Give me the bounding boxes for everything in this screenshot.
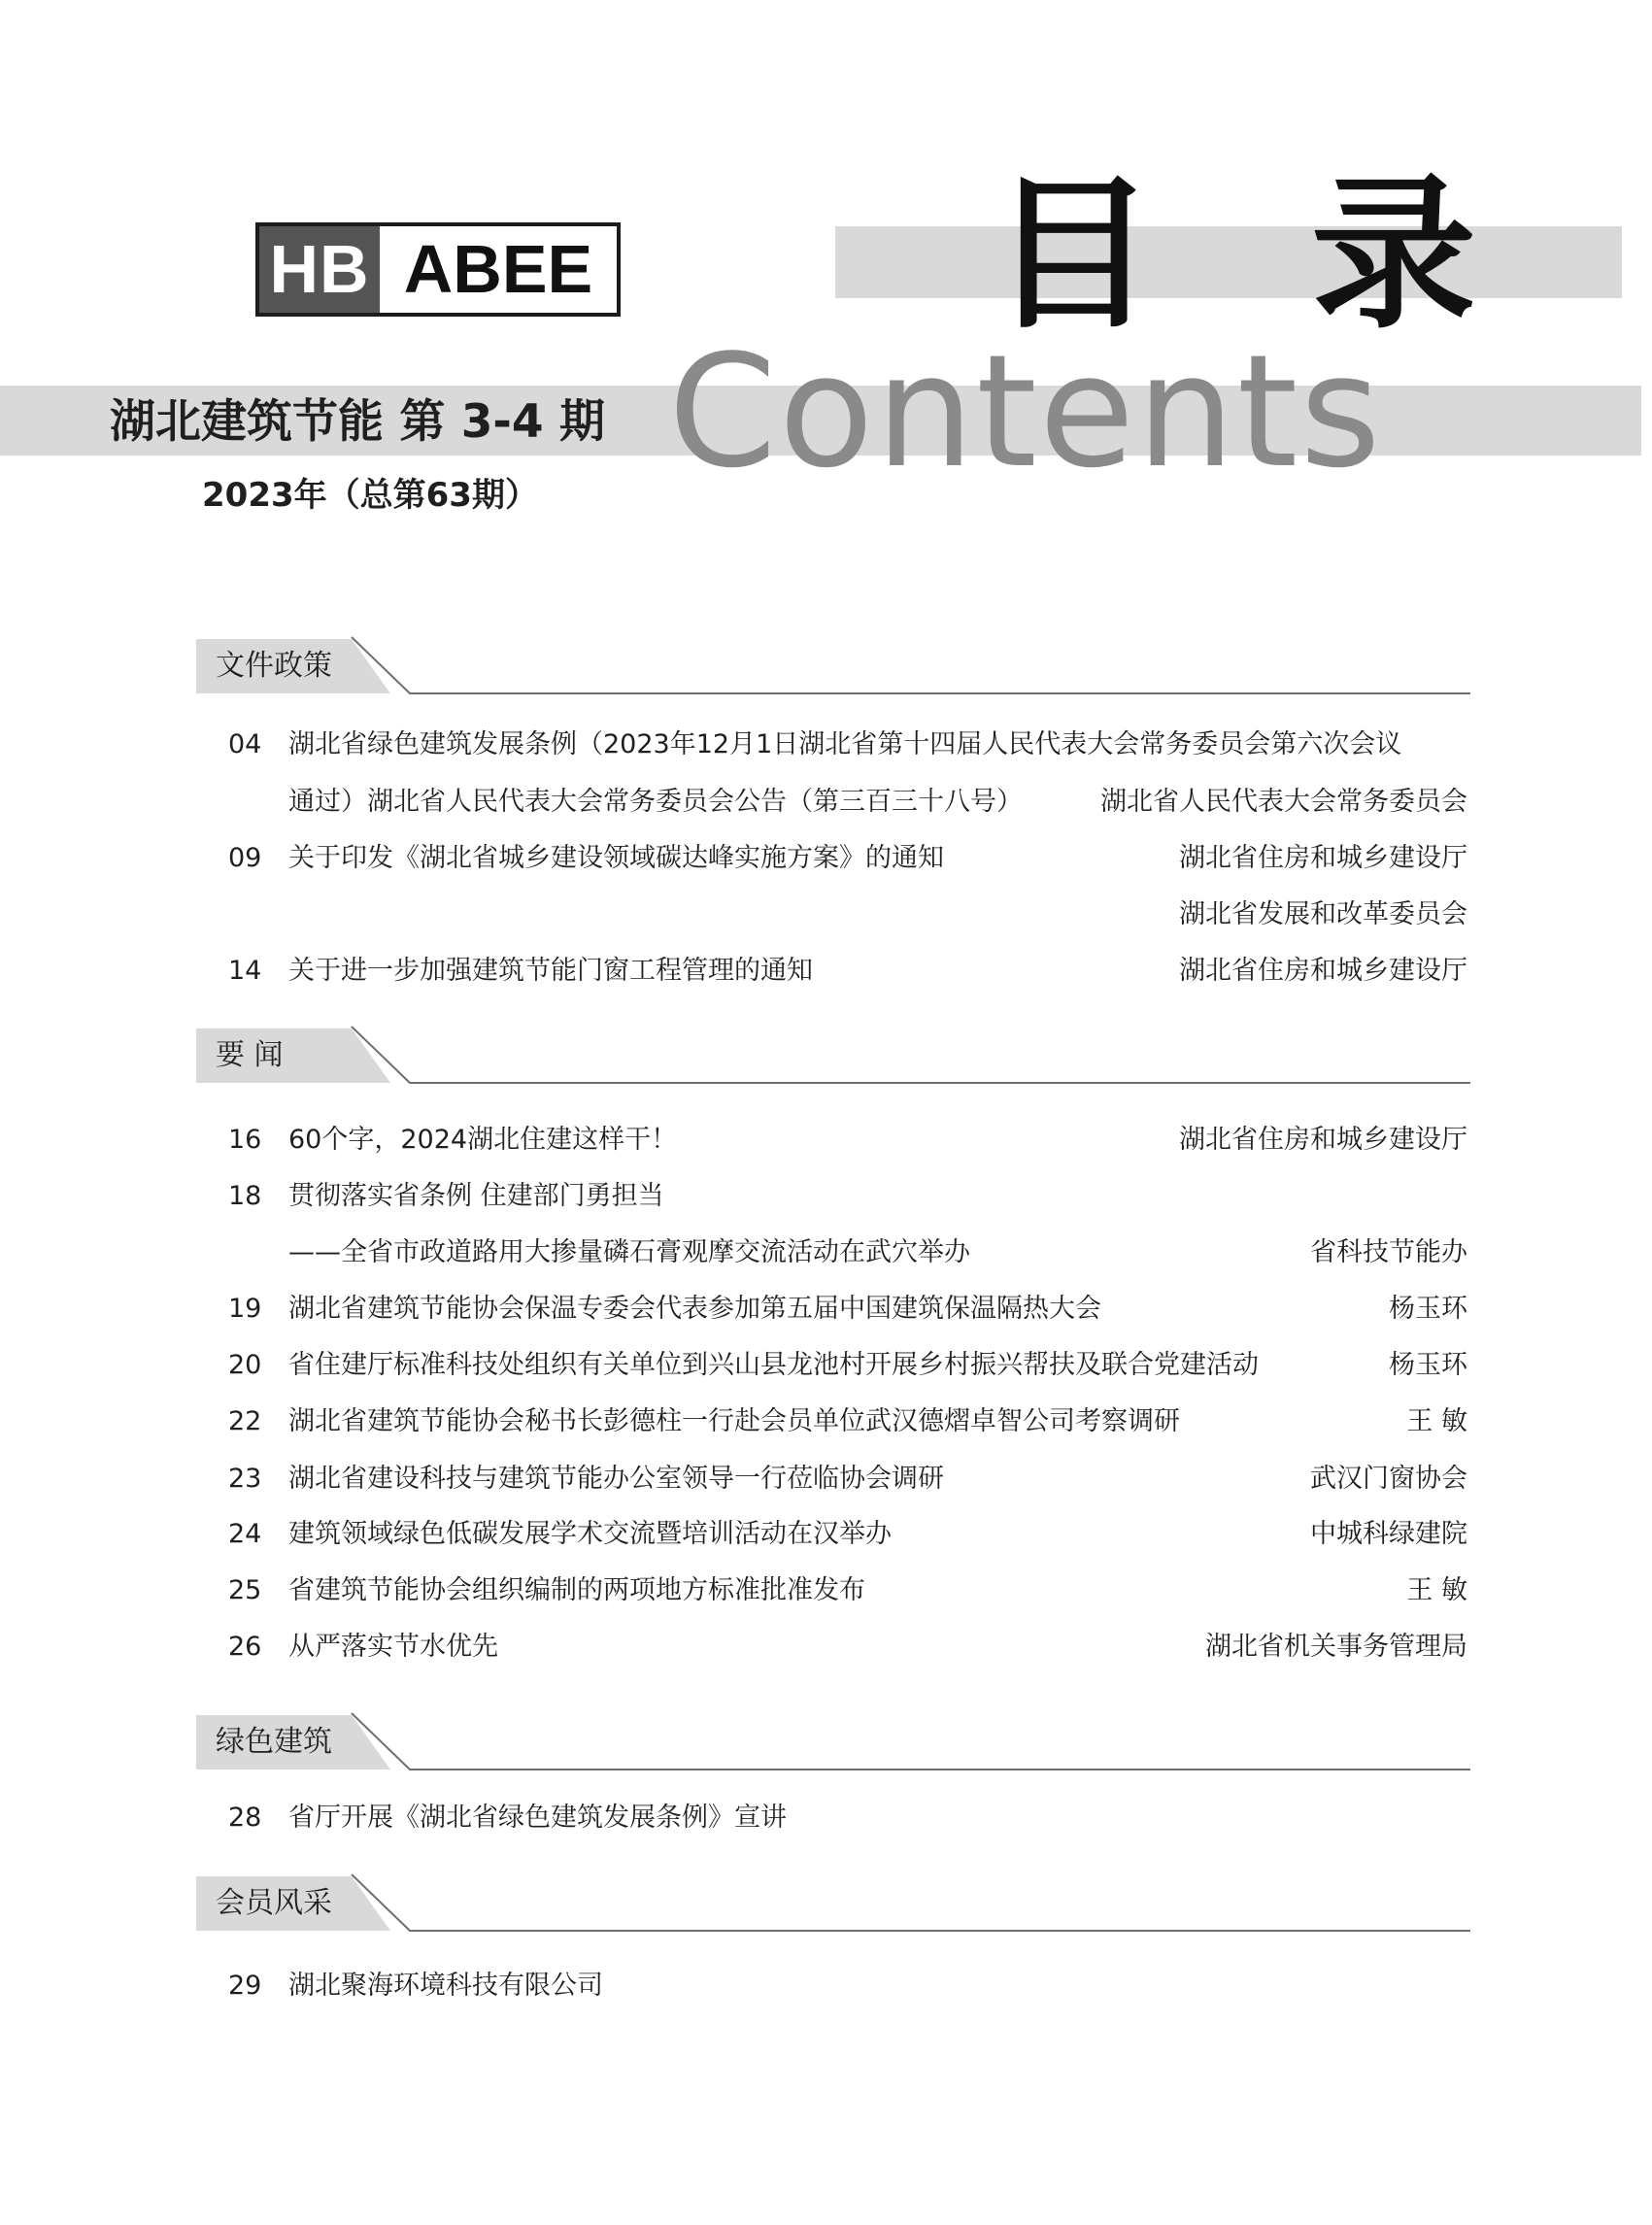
- hbabee-logo: [255, 222, 621, 317]
- toc-article-title[interactable]: 建筑领域绿色低碳发展学术交流暨培训活动在汉举办: [288, 1519, 892, 1549]
- toc-article-source: 杨玉环: [1389, 1294, 1467, 1324]
- toc-article-source: 省科技节能办: [1310, 1237, 1467, 1267]
- logo-abee-text: ABEE: [403, 231, 593, 307]
- toc-page-number: 28: [228, 1803, 262, 1833]
- toc-article-source: 湖北省人民代表大会常务委员会: [1100, 787, 1467, 817]
- section-label: 绿色建筑: [216, 1725, 332, 1759]
- toc-article-title[interactable]: 湖北省绿色建筑发展条例（2023年12月1日湖北省第十四届人民代表大会常务委员会第六次会议: [288, 729, 1402, 759]
- section-label: 文件政策: [216, 649, 332, 683]
- magazine-title: 湖北建筑节能 第 3-4 期: [110, 395, 605, 449]
- toc-article-title[interactable]: 湖北省建筑节能协会秘书长彭德柱一行赴会员单位武汉德熠卓智公司考察调研: [288, 1406, 1180, 1436]
- toc-page-number: 14: [228, 956, 262, 986]
- toc-article-source: 王 敏: [1406, 1406, 1467, 1436]
- logo-hb-text: HB: [259, 226, 380, 313]
- toc-article-source: 湖北省机关事务管理局: [1205, 1632, 1467, 1662]
- toc-article-source: 湖北省住房和城乡建设厅: [1179, 1125, 1467, 1155]
- toc-article-title[interactable]: 湖北聚海环境科技有限公司: [288, 1971, 603, 2001]
- toc-article-source: 湖北省住房和城乡建设厅: [1179, 843, 1467, 873]
- toc-article-title[interactable]: 贯彻落实省条例 住建部门勇担当: [288, 1181, 664, 1211]
- section-label: 要 闻: [216, 1038, 284, 1072]
- header-gray-band-top: [835, 226, 1622, 298]
- section-tab: [196, 1872, 1652, 1935]
- toc-article-title[interactable]: 省建筑节能协会组织编制的两项地方标准批准发布: [288, 1575, 865, 1605]
- toc-article-source: 杨玉环: [1389, 1350, 1467, 1380]
- toc-article-title[interactable]: 省厅开展《湖北省绿色建筑发展条例》宣讲: [288, 1803, 787, 1833]
- toc-article-source: 湖北省住房和城乡建设厅: [1179, 956, 1467, 986]
- heading-char-2: 录: [1311, 159, 1477, 352]
- toc-page-number: 25: [228, 1575, 262, 1605]
- toc-article-source: 湖北省发展和改革委员会: [1179, 899, 1467, 929]
- toc-article-title[interactable]: ——全省市政道路用大掺量磷石膏观摩交流活动在武穴举办: [288, 1237, 970, 1267]
- toc-article-source: 王 敏: [1406, 1575, 1467, 1605]
- toc-article-title[interactable]: 省住建厅标准科技处组织有关单位到兴山县龙池村开展乡村振兴帮扶及联合党建活动: [288, 1350, 1259, 1380]
- toc-article-title[interactable]: 60个字，2024湖北住建这样干！: [288, 1125, 678, 1155]
- toc-page-number: 04: [228, 729, 262, 759]
- toc-page-number: 18: [228, 1181, 262, 1211]
- toc-page-number: 09: [228, 843, 262, 873]
- section-tab: [196, 1025, 1652, 1087]
- toc-article-title[interactable]: 关于印发《湖北省城乡建设领域碳达峰实施方案》的通知: [288, 843, 944, 873]
- toc-article-title[interactable]: 通过）湖北省人民代表大会常务委员会公告（第三百三十八号）: [288, 787, 1023, 817]
- toc-page-number: 23: [228, 1464, 262, 1494]
- toc-article-title[interactable]: 湖北省建筑节能协会保温专委会代表参加第五届中国建筑保温隔热大会: [288, 1294, 1101, 1324]
- toc-page-number: 20: [228, 1350, 262, 1380]
- heading-contents-en: Contents: [668, 320, 1383, 502]
- toc-page-number: 29: [228, 1971, 262, 2001]
- toc-page-number: 22: [228, 1406, 262, 1436]
- toc-article-title[interactable]: 从严落实节水优先: [288, 1632, 498, 1662]
- toc-article-title[interactable]: 湖北省建设科技与建筑节能办公室领导一行莅临协会调研: [288, 1464, 944, 1494]
- toc-article-source: 武汉门窗协会: [1310, 1464, 1467, 1494]
- toc-article-title[interactable]: 关于进一步加强建筑节能门窗工程管理的通知: [288, 956, 813, 986]
- toc-page-number: 16: [228, 1125, 262, 1155]
- toc-page-number: 24: [228, 1519, 262, 1549]
- toc-page-number: 26: [228, 1632, 262, 1662]
- section-tab: [196, 1711, 1652, 1773]
- section-label: 会员风采: [216, 1886, 332, 1920]
- issue-number: 2023年（总第63期）: [202, 476, 538, 515]
- heading-char-1: 目: [991, 159, 1157, 352]
- section-tab: [196, 635, 1652, 697]
- toc-article-source: 中城科绿建院: [1310, 1519, 1467, 1549]
- toc-page-number: 19: [228, 1294, 262, 1324]
